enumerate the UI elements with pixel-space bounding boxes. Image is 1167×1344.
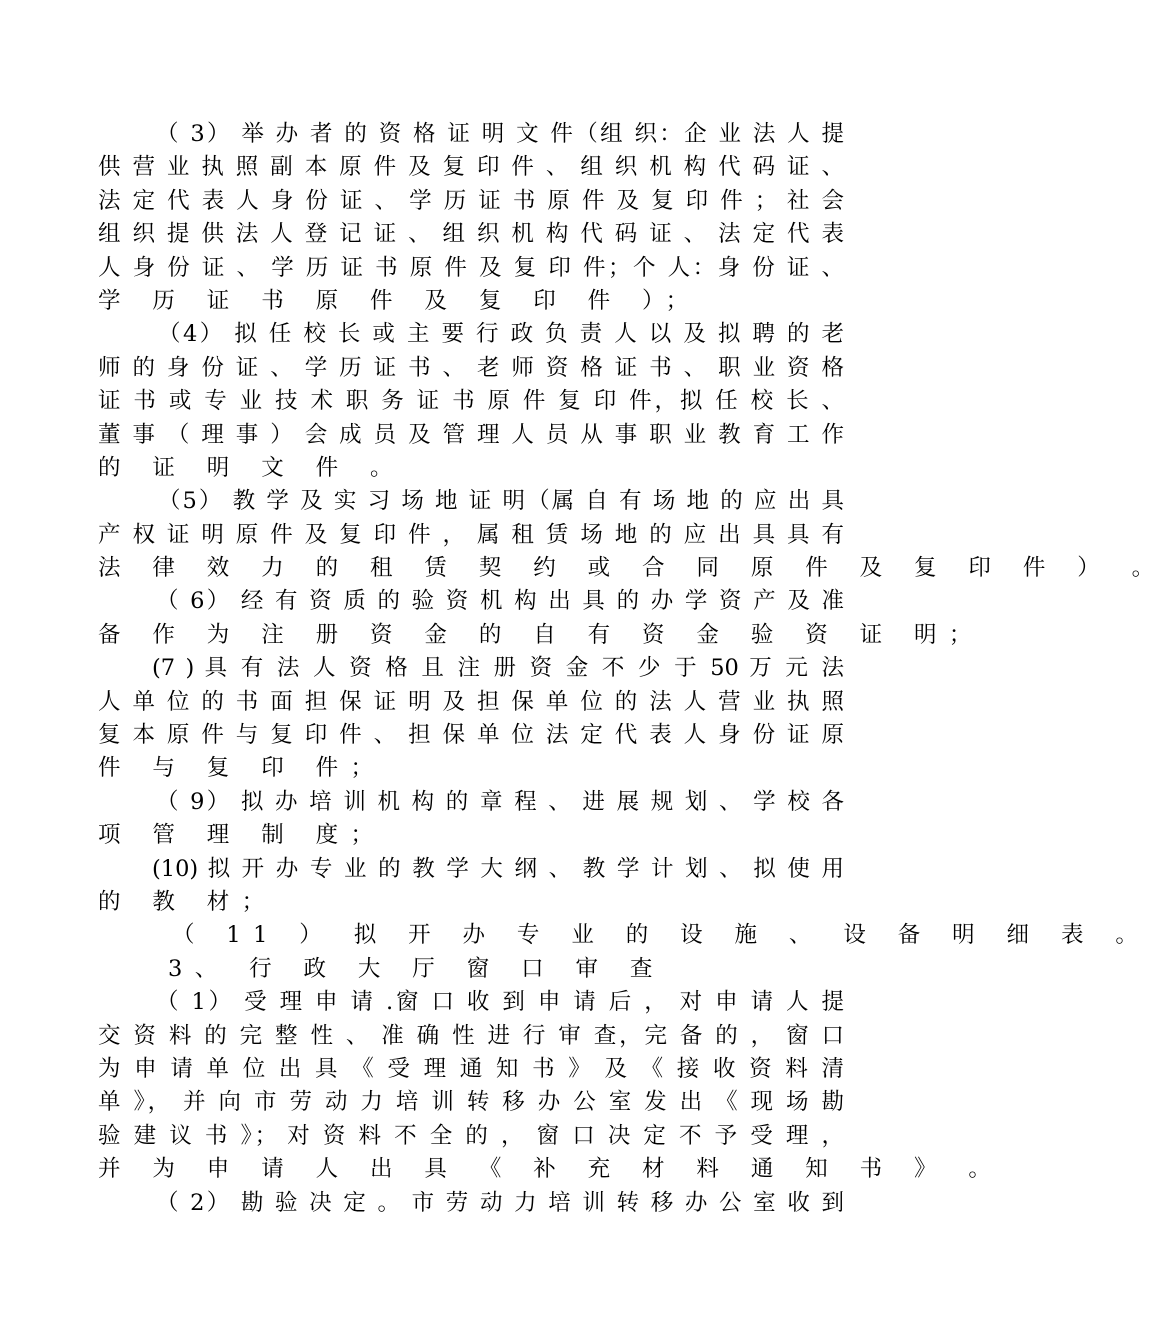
paragraph-line: 学 历 证 书 原 件 及 复 印 件 ）；	[98, 287, 701, 314]
paragraph-line: 单 》， 并 向 市 劳 动 力 培 训 转 移 办 公 室 发 出 《 现 场 勘	[98, 1089, 844, 1116]
paragraph-line: 师 的 身 份 证 、 学 历 证 书 、 老 师 资 格 证 书 、 职 业 资 格	[98, 354, 844, 381]
paragraph-line: 组 织 提 供 法 人 登 记 证 、 组 织 机 构 代 码 证 、 法 定 代 表	[98, 221, 844, 248]
paragraph-line: (7 ) 具 有 法 人 资 格 且 注 册 资 金 不 少 于 50 万 元 法	[152, 655, 844, 682]
paragraph-line: （5） 教 学 及 实 习 场 地 证 明（属 自 有 场 地 的 应 出 具	[158, 488, 844, 515]
paragraph-line: 人 单 位 的 书 面 担 保 证 明 及 担 保 单 位 的 法 人 营 业 执 照	[98, 688, 844, 715]
paragraph-line: （4） 拟 任 校 长 或 主 要 行 政 负 责 人 以 及 拟 聘 的 老	[158, 321, 844, 348]
paragraph-line: 件 与 复 印 件；	[98, 755, 386, 782]
paragraph-line: 并 为 申 请 人 出 具 《 补 充 材 料 通 知 书 》 。	[98, 1156, 1004, 1183]
section-heading: 3、 行 政 大 厅 窗 口 审 查	[168, 955, 665, 982]
paragraph-line: （ 3） 举 办 者 的 资 格 证 明 文 件（组 织：企 业 法 人 提	[156, 121, 844, 147]
paragraph-line: 交 资 料 的 完 整 性 、 准 确 性 进 行 审 查，完 备 的 ， 窗 口	[98, 1022, 844, 1049]
paragraph-line: 人 身 份 证 、 学 历 证 书 原 件 及 复 印 件；个 人：身 份 证 、	[98, 254, 844, 281]
paragraph-line: （ 6） 经 有 资 质 的 验 资 机 构 出 具 的 办 学 资 产 及 准	[156, 588, 844, 615]
paragraph-line: （ 9） 拟 办 培 训 机 构 的 章 程 、 进 展 规 划 、 学 校 各	[156, 788, 844, 815]
paragraph-line: 供 营 业 执 照 副 本 原 件 及 复 印 件 、 组 织 机 构 代 码 证 、	[98, 154, 844, 181]
document-body	[98, 118, 1167, 1220]
paragraph-line: 验 建 议 书 》； 对 资 料 不 全 的 ， 窗 口 决 定 不 予 受 理 ，	[98, 1122, 844, 1149]
paragraph-line: 董 事 （ 理 事 ） 会 成 员 及 管 理 人 员 从 事 职 业 教 育 工 作	[98, 421, 844, 448]
paragraph-line: 法 律 效 力 的 租 赁 契 约 或 合 同 原 件 及 复 印 件 ） 。	[98, 555, 1167, 582]
paragraph-line: 产 权 证 明 原 件 及 复 印 件 ， 属 租 赁 场 地 的 应 出 具 具 有	[98, 521, 844, 548]
paragraph-line: 的 证 明 文 件 。	[98, 454, 405, 481]
paragraph-line: （ 1） 受 理 申 请 .窗 口 收 到 申 请 后 ， 对 申 请 人 提	[156, 989, 844, 1016]
paragraph-line: 项 管 理 制 度；	[98, 822, 386, 849]
paragraph-line: 证 书 或 专 业 技 术 职 务 证 书 原 件 复 印 件，拟 任 校 长 、	[98, 388, 844, 415]
paragraph-line: 为 申 请 单 位 出 具 《 受 理 通 知 书 》 及 《 接 收 资 料 清	[98, 1055, 844, 1082]
paragraph-line: 法 定 代 表 人 身 份 证 、 学 历 证 书 原 件 及 复 印 件 ； 社 会	[98, 187, 844, 214]
paragraph-line: 的 教 材；	[98, 888, 277, 915]
paragraph-line: （ 11 ） 拟 开 办 专 业 的 设 施 、 设 备 明 细 表 。	[172, 922, 1151, 949]
paragraph-line: 备 作 为 注 册 资 金 的 自 有 资 金 验 资 证 明；	[98, 621, 984, 648]
paragraph-line: （ 2） 勘 验 决 定 。 市 劳 动 力 培 训 转 移 办 公 室 收 到	[156, 1189, 844, 1216]
paragraph-line: (10) 拟 开 办 专 业 的 教 学 大 纲 、 教 学 计 划 、 拟 使 用	[152, 855, 844, 882]
paragraph-line: 复 本 原 件 与 复 印 件 、 担 保 单 位 法 定 代 表 人 身 份 证 原	[98, 722, 844, 749]
